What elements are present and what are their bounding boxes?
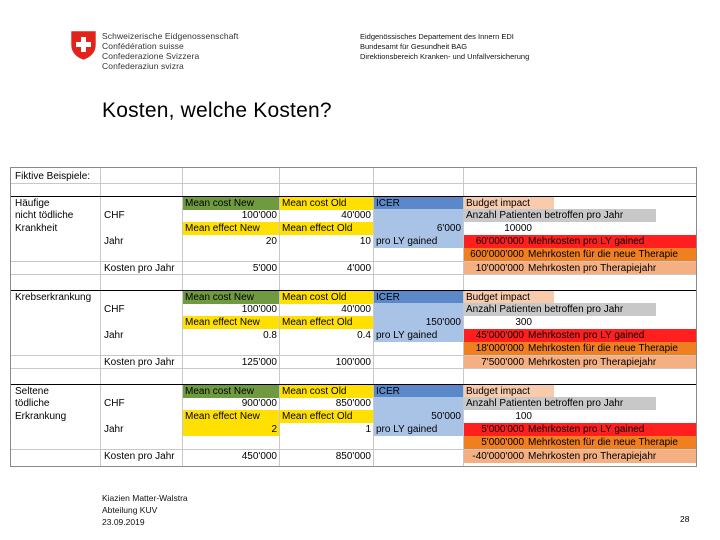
block-3-row-1: Seltene Mean cost New Mean cost Old ICER Budget impact xyxy=(11,384,696,397)
block-1-row-2: nicht tödliche CHF 100'000 40'000 Anzahl Patienten betroffen pro Jahr xyxy=(11,209,696,222)
block-1-row-1: Häufige Mean cost New Mean cost Old ICER Budget impact xyxy=(11,196,696,209)
page-title: Kosten, welche Kosten? xyxy=(102,99,332,122)
swiss-coat-of-arms-logo xyxy=(70,30,97,61)
cost-examples-table xyxy=(10,167,697,467)
block-2-row-1: Krebserkrankung Mean cost New Mean cost Old ICER Budget impact xyxy=(11,290,696,303)
block-2-row-6: Kosten pro Jahr 125'000 100'000 7'500'000 Mehrkosten pro Therapiejahr xyxy=(11,355,696,368)
block-1-row-4: Jahr 20 10 pro LY gained 60'000'000 Mehrkosten pro LY gained xyxy=(11,235,696,248)
block-3-row-2: tödliche CHF 900'000 850'000 Anzahl Patienten betroffen pro Jahr xyxy=(11,397,696,410)
block-2-row-4: Jahr 0.8 0.4 pro LY gained 45'000'000 Mehrkosten pro LY gained xyxy=(11,329,696,342)
cost-new-value: 100'000 xyxy=(241,210,277,221)
block-1-name-line: Häufige xyxy=(15,198,50,209)
block-1-row-3: Krankheit Mean effect New Mean effect Old 6'000 10000 xyxy=(15,223,532,234)
author-info: Kiazien Matter-Walstra Abteilung KUV 23.09.2019 xyxy=(102,493,188,527)
block-2-row-2: CHF 100'000 40'000 Anzahl Patienten betroffen pro Jahr xyxy=(11,303,696,316)
block-1-row-6: Kosten pro Jahr 5'000 4'000 10'000'000 Mehrkosten pro Therapiejahr xyxy=(11,261,696,274)
confederation-names: Schweizerische Eidgenossenschaft Confédération suisse Confederazione Svizzera Confederaziun svizra xyxy=(102,31,239,71)
page-number: 28 xyxy=(680,514,690,524)
block-3-row-4: Jahr 2 1 pro LY gained 5'000'000 Mehrkosten pro LY gained xyxy=(11,423,696,436)
block-2-row-3: Mean effect New Mean effect Old 150'000 300 xyxy=(185,317,532,328)
block-3-row-3: Erkrankung Mean effect New Mean effect Old 50'000 100 xyxy=(15,411,532,422)
icer-value: 6'000 xyxy=(374,222,463,235)
block-3-row-5: 5'000'000 Mehrkosten für die neue Therapie xyxy=(11,436,696,449)
block-3-name-line: Seltene xyxy=(15,386,49,397)
department-header: Eidgenössisches Departement des Innern EDI Bundesamt für Gesundheit BAG Direktionsbereich Kranken- und Unfallversicherung xyxy=(360,32,530,61)
block-1-row-5: 600'000'000 Mehrkosten für die neue Therapie xyxy=(11,248,696,261)
block-2-row-5: 18'000'000 Mehrkosten für die neue Therapie xyxy=(11,342,696,355)
patients-value: 10000 xyxy=(504,223,532,234)
block-2-name-line: Krebserkrankung xyxy=(15,292,92,303)
block-3-row-6: Kosten pro Jahr 450'000 850'000 -40'000'000 Mehrkosten pro Therapiejahr xyxy=(11,449,696,462)
table-heading: Fiktive Beispiele: xyxy=(15,171,91,182)
cost-old-value: 40'000 xyxy=(341,210,371,221)
